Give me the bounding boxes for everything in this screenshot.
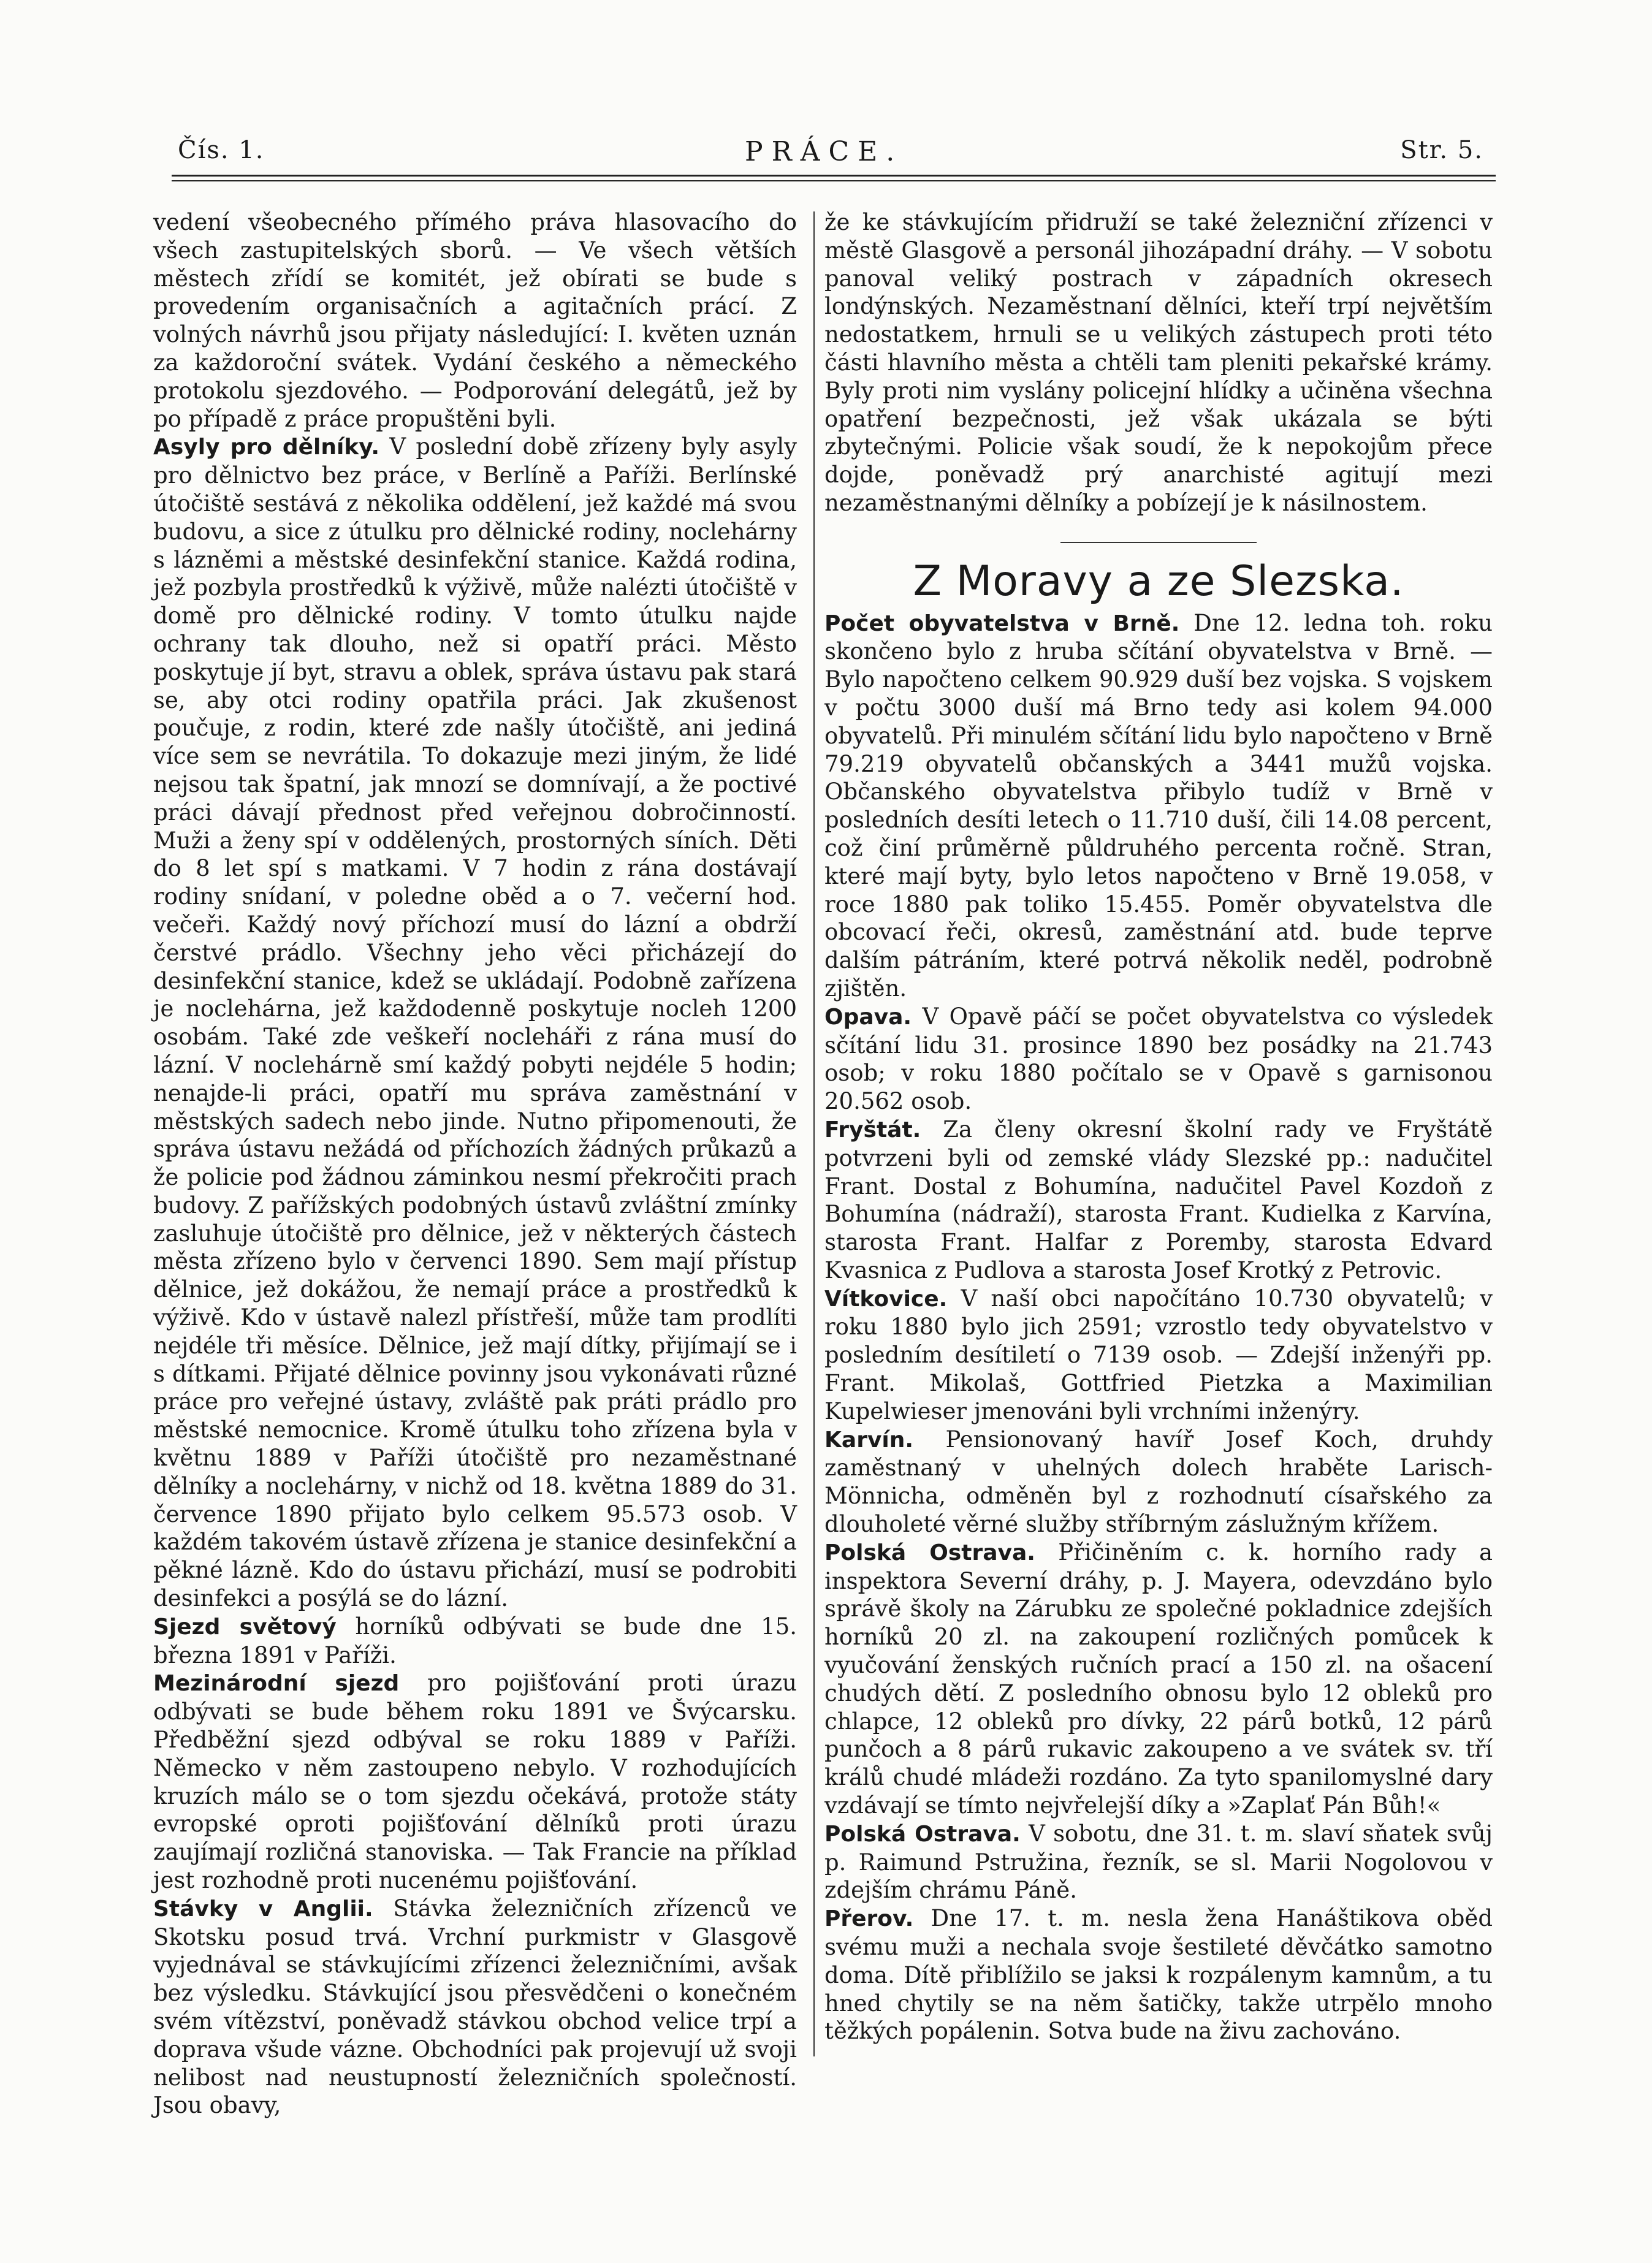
article-heading: Mezinárodní sjezd	[153, 1671, 400, 1697]
article-frystat: Fryštát. Za členy okresní školní rady ve Fryštátě potvrzeni byli od zemské vlády Slezské pp.: nadučitel Frant. Dostal z Bohumína, nadučitel Pavel Kozdoň z Bohumína (nádraží), starosta Frant. Kudielka z Karvína, starosta Frant. Halfar z Poremby, starosta Edvard Kvasnica z Pudlova a starosta Josef Krotký z Petrovic.	[824, 1116, 1493, 1284]
article-stavky: Stávky v Anglii. Stávka železničních zřízenců ve Skotsku posud trvá. Vrchní purkmistr v Glasgově vyjednával se stávkujícími zřízenci železničními, avšak bez výsledku. Stávkující jsou přesvědčeni o konečném svém vítězství, poněvadž stávkou obchod velice trpí a doprava všude vázne. Obchodníci pak projevují už svoji nelibost nad neustupností železničních společností. Jsou obavy,	[153, 1895, 797, 2119]
article-asyly: Asyly pro dělníky. V poslední době zřízeny byly asyly pro dělnictvo bez práce, v Berlíně a Paříži. Berlínské útočiště sestává z několika oddělení, jež každé má svou budovu, a sice z útulku pro dělnické rodiny, noclehárny s lázněmi a městské desinfekční stanice. Každá rodina, jež pozbyla prostředků k výživě, může nalézti útočiště v domě pro dělnické rodiny. V tomto útulku najde ochrany tak dlouho, než si opatří práci. Město poskytuje jí byt, stravu a oblek, správa ústavu pak stará se, aby otci rodiny opatřila práci. Jak zkušenost poučuje, z rodin, které zde našly útočiště, ani jediná více sem se nevrátila. To dokazuje mezi jiným, že lidé nejsou tak špatní, jak mnozí se domnívají, a že poctivé práci dávají přednost před veřejnou dobročinností. Muži a ženy spí v oddělených, prostorných síních. Děti do 8 let spí s matkami. V 7 hodin z rána dostávají rodiny snídaní, v poledne oběd a o 7. večerní hod. večeři. Každý nový příchozí musí do lázní a obdrží čerstvé prádlo. Všechny jeho věci přicházejí do desinfekční stanice, kdež se ukládají. Podobně zařízena je noclehárna, jež každodenně poskytuje nocleh 1200 osobám. Také zde veškeří nocleháři z rána musí do lázní. V noclehárně smí každý pobyti nejdéle 5 hodin; nenajde-li práci, opatří mu správa zaměstnání v městských sadech nebo jinde. Nutno připomenouti, že správa ústavu nežádá od příchozích žádných průkazů a že policie pod žádnou záminkou nesmí překročiti prach budovy. Z pařížských podobných ústavů zvláštní zmínky zasluhuje útočiště pro dělnice, jež v některých částech města zřízeno bylo v červenci 1890. Sem mají přístup dělnice, jež dokážou, že nemají práce a prostředků k výživě. Kdo v ústavě nalezl přístřeší, může tam prodlíti nejdéle tři měsíce. Dělnice, jež mají dítky, přijímají se i s dítkami. Přijaté dělnice povinny jsou vykonávati různé práce pro veřejné ústavy, zvláště pak práti prádlo pro městské nemocnice. Kromě útulku toho zřízena byla v květnu 1889 v Paříži útočiště pro nezaměstnané dělníky a noclehárny, v nichž od 18. května 1889 do 31. července 1890 přijato bylo celkem 95.573 osob. V každém takovém ústavě zřízena je stanice desinfekční a pěkné lázně. Kdo do ústavu přichází, musí se podrobiti desinfekci a posýlá se do lázní.	[153, 433, 797, 1612]
article-heading: Sjezd světový	[153, 1614, 337, 1640]
article-heading: Vítkovice.	[824, 1286, 948, 1312]
article-heading: Přerov.	[824, 1906, 914, 1932]
article-prerov: Přerov. Dne 17. t. m. nesla žena Hanáštikova oběd svému muži a nechala svoje šestileté děvčátko samotno doma. Dítě přiblížilo se jaksi k rozpálenym kamnům, a tu hned chytily se na něm šatičky, takže utrpělo mnoho těžkých popálenin. Sotva bude na živu zachováno.	[824, 1905, 1493, 2045]
article-pocet: Počet obyvatelstva v Brně. Dne 12. ledna toh. roku skončeno bylo z hruba sčítání obyvatelstva v Brně. — Bylo napočteno celkem 90.929 duší bez vojska. S vojskem v počtu 3000 duší má Brno tedy asi kolem 94.000 obyvatelů. Při minulém sčítání lidu bylo napočteno v Brně 79.219 obyvatelů občanských a 3441 mužů vojska. Občanského obyvatelstva přibylo tudíž v Brně v posledních desíti letech o 11.710 duší, čili 14.08 percent, což činí průměrně půldruhého percenta ročně. Stran, které mají byty, bylo letos napočteno v Brně 19.058, v roce 1880 pak toliko 15.455. Poměr obyvatelstva dle obcovací řeči, okresů, zaměstnání atd. bude teprve dalším pátráním, které potrvá několik neděl, podrobně zjištěn.	[824, 609, 1493, 1002]
article-karvin: Karvín. Pensionovaný havíř Josef Koch, druhdy zaměstnaný v uhelných dolech hraběte Larisch-Mönnicha, odměněn byl z rozhodnutí císařského za dlouholeté věrné služby stříbrným záslužným křížem.	[824, 1426, 1493, 1538]
article-intro: vedení všeobecného přímého práva hlasovacího do všech zastupitelských sborů. — Ve všech větších městech zřídí se komitét, jež obírati se bude s provedením organisačních a agitačních prácí. Z volných návrhů jsou přijaty následující: I. květen uznán za každoroční svátek. Vydání českého a německého protokolu sjezdového. — Podporování delegátů, jež by po případě z práce propuštěni byli.	[153, 209, 797, 432]
header-rule-bottom	[172, 180, 1496, 181]
article-mezinarodni: Mezinárodní sjezd pro pojišťování proti úrazu odbývati se bude během roku 1891 ve Švýcarsku. Předběžní sjezd odbýval se roku 1889 v Paříži. Německo v něm zastoupeno nebylo. V rozhodujících kruzích málo se o tom sjezdu očekává, protože státy evropské oproti pojišťování dělníků proti úrazu zaujímají rozličná stanoviska. — Tak Francie na příklad jest rozhodně proti nucenému pojišťování.	[153, 1670, 797, 1894]
page-number: Str. 5.	[1400, 136, 1483, 164]
article-vitkovice: Vítkovice. V naší obci napočítáno 10.730 obyvatelů; v roku 1880 bylo jich 2591; vzrostlo tedy obyvatelstvo v posledním desítiletí o 7139 osob. — Zdejší inženýři pp. Frant. Mikolaš, Gottfried Pietzka a Maximilian Kupelwieser jmenováni byli vrchními inženýry.	[824, 1285, 1493, 1424]
article-heading: Počet obyvatelstva v Brně.	[824, 610, 1180, 636]
page-header	[172, 136, 1496, 173]
newspaper-title: PRÁCE.	[745, 136, 904, 167]
article-polska-ostrava-1: Polská Ostrava. Přičiněním c. k. horního rady a inspektora Severní dráhy, p. J. Mayera, odevzdáno bylo správě školy na Zárubku ze společné pokladnice zdejších horníků 20 zl. na zakoupení rozličných pomůcek k vyučování ženských ručních prací a 150 zl. na ošacení chudých dětí. Z posledního obnosu bylo 12 obleků pro chlapce, 12 obleků pro dívky, 22 párů botků, 12 párů punčoch a 8 párů rukavic zakoupeno a ve svátek sv. tří králů chudé mládeži rozdáno. Za tyto spanilomyslné dary vzdávají se tímto nejvřelejší díky a »Zaplať Pán Bůh!«	[824, 1538, 1493, 1819]
article-heading: Polská Ostrava.	[824, 1540, 1035, 1565]
header-rule-top	[172, 175, 1496, 177]
section-title: Z Moravy a ze Slezska.	[913, 557, 1404, 606]
article-heading: Stávky v Anglii.	[153, 1896, 373, 1922]
article-heading: Polská Ostrava.	[824, 1821, 1021, 1847]
article-sjezd: Sjezd světový horníků odbývati se bude dne 15. března 1891 v Paříži.	[153, 1613, 797, 1668]
section-divider	[1060, 542, 1257, 543]
article-heading: Karvín.	[824, 1427, 914, 1453]
article-opava: Opava. V Opavě páčí se počet obyvatelstva co výsledek sčítání lidu 31. prosince 1890 bez posádky na 21.743 osob; v roku 1880 počítalo se v Opavě s garnisonou 20.562 osob.	[824, 1003, 1493, 1115]
article-continuation: že ke stávkujícím přidruží se také železniční zřízenci v městě Glasgově a personál jihozápadní dráhy. — V sobotu panoval veliký postrach v západních okresech londýnských. Nezaměstnaní dělníci, kteří trpí největším nedostatkem, hrnuli se u velikých zástupech proti této části hlavního města a chtěli tam pleniti pekařské krámy. Byly proti nim vyslány policejní hlídky a učiněna všechna opatření bezpečnosti, jež však ukázala se býti zbytečnými. Policie však soudí, že k nepokojům přece dojde, poněvadž prý anarchisté agitují mezi nezaměstnanými dělníky a pobízejí je k násilnostem.	[824, 209, 1493, 516]
right-column	[824, 208, 1493, 2045]
left-column	[153, 208, 797, 2120]
article-heading: Fryštát.	[824, 1117, 921, 1143]
article-heading: Opava.	[824, 1004, 912, 1030]
column-divider	[813, 211, 815, 2056]
article-polska-ostrava-2: Polská Ostrava. V sobotu, dne 31. t. m. slaví sňatek svůj p. Raimund Pstružina, řezník, se sl. Marii Nogolovou v zdejším chrámu Páně.	[824, 1820, 1493, 1904]
article-heading: Asyly pro dělníky.	[153, 435, 380, 460]
issue-number: Čís. 1.	[178, 136, 265, 164]
